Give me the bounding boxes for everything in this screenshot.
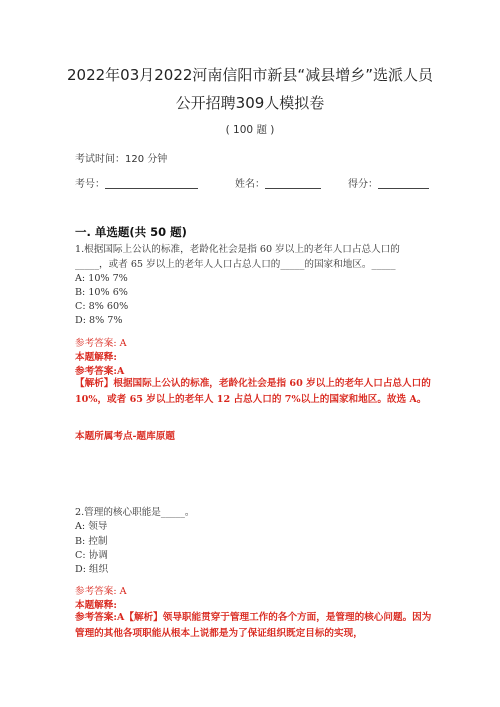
section-title: 一. 单选题(共 50 题) <box>75 225 187 239</box>
question-2-stem: 2.管理的核心职能是_____。 <box>75 507 195 518</box>
exam-number-label: 考号： <box>75 179 105 190</box>
question-1-explain-label: 本题解释: <box>75 352 117 363</box>
score-blank <box>378 178 429 189</box>
score-field <box>348 175 429 190</box>
title-line-1: 2022年03月2022河南信阳市新县“减县增乡”选派人员 <box>67 66 433 84</box>
question-1-explanation: 【解析】根据国际上公认的标准，老龄化社会是指 60 岁以上的老年人口占总人口的 10%，或者 65 岁以上的老年人 12 占总人口的 7%以上的国家和地区。故选 A。 <box>75 378 431 405</box>
question-1-option-b: B: 10% 6% <box>75 287 128 298</box>
question-2-explain-label: 本题解释: <box>75 600 117 611</box>
question-1-stem-line-2: _____，或者 65 岁以上的老年人人口占总人口的_____的国家和地区。_____ <box>75 259 396 270</box>
question-2-option-c: C: 协调 <box>75 550 108 561</box>
question-1-answer: 参考答案: A <box>75 338 127 349</box>
question-1-option-d: D: 8% 7% <box>75 315 123 326</box>
exam-time: 考试时间：120 分钟 <box>75 154 168 165</box>
question-2-answer: 参考答案: A <box>75 586 127 597</box>
name-blank <box>265 178 321 189</box>
question-1-source: 本题所属考点-题库原题 <box>75 431 175 442</box>
question-1-option-a: A: 10% 7% <box>75 273 128 284</box>
question-1-answer-repeat: 参考答案:A <box>75 366 125 377</box>
exam-number-blank <box>105 178 198 189</box>
name-field <box>235 175 321 190</box>
question-1-stem-line-1: 1.根据国际上公认的标准，老龄化社会是指 60 岁以上的老年人口占总人口的 <box>75 244 400 255</box>
question-2-option-b: B: 控制 <box>75 536 108 547</box>
question-2-option-d: D: 组织 <box>75 564 109 575</box>
question-2-explanation: 参考答案:A【解析】领导职能贯穿于管理工作的各个方面，是管理的核心问题。因为管理的其他各项职能从根本上说都是为了保证组织既定目标的实现， <box>75 612 432 639</box>
title-line-2: 公开招聘309人模拟卷 <box>175 94 325 112</box>
question-count: ( 100 题 ) <box>225 124 275 136</box>
question-2-option-a: A: 领导 <box>75 521 108 532</box>
exam-number-field <box>75 175 198 190</box>
name-label: 姓名： <box>235 179 265 190</box>
question-1-option-c: C: 8% 60% <box>75 301 129 312</box>
score-label: 得分： <box>348 179 378 190</box>
